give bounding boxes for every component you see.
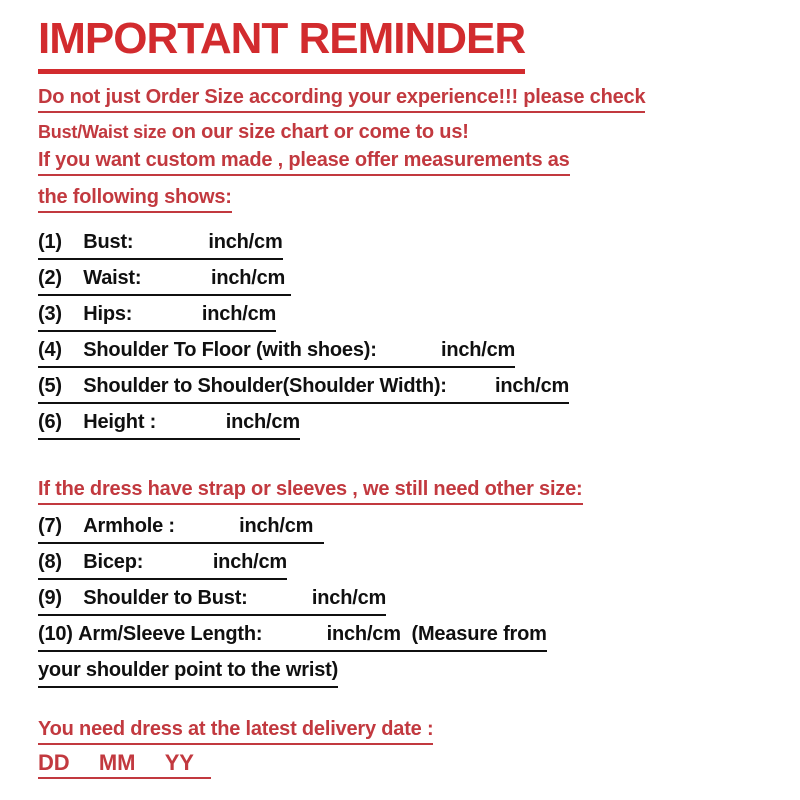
measurement-item-hips [38, 303, 790, 332]
measurement-item-bicep-text: (8) Bicep: inch/cm [38, 551, 287, 580]
measurement-item-sleeve-length-continuation-text: your shoulder point to the wrist) [38, 659, 338, 688]
measurement-item-sleeve-length-continuation [38, 659, 790, 688]
measurement-item-shoulder-to-floor-text: (4) Shoulder To Floor (with shoes): inch/cm [38, 339, 515, 368]
size-chart-line-row [38, 121, 790, 144]
measurement-item-sleeve-length-text: (10) Arm/Sleeve Length: inch/cm (Measure from [38, 623, 547, 652]
date-placeholders-text: DD MM YY [38, 751, 211, 779]
measurement-item-hips-text: (3) Hips: inch/cm [38, 303, 276, 332]
custom-made-line1-text: If you want custom made , please offer measurements as [38, 149, 570, 176]
measurement-item-armhole-text: (7) Armhole : inch/cm [38, 515, 324, 544]
measurement-item-shoulder-width-text: (5) Shoulder to Shoulder(Shoulder Width): inch/cm [38, 375, 569, 404]
page-title: IMPORTANT REMINDER [38, 16, 525, 74]
size-chart-rest-text: on our size chart or come to us! [166, 121, 469, 143]
measurement-item-shoulder-to-floor [38, 339, 790, 368]
measurement-item-shoulder-to-bust [38, 587, 790, 616]
sleeves-note-text: If the dress have strap or sleeves , we still need other size: [38, 478, 583, 505]
measurement-item-waist-text: (2) Waist: inch/cm [38, 267, 291, 296]
measurement-item-bicep [38, 551, 790, 580]
order-size-warning-text: Do not just Order Size according your experience!!! please check [38, 86, 645, 113]
measurement-item-bust-text: (1) Bust: inch/cm [38, 231, 283, 260]
warning-line-row [38, 86, 790, 113]
size-chart-highlight-text: Bust/Waist size [38, 122, 167, 142]
custom-made-line2-row [38, 186, 790, 213]
measurement-item-shoulder-to-bust-text: (9) Shoulder to Bust: inch/cm [38, 587, 386, 616]
page-title-row [38, 16, 790, 74]
custom-made-line1-row [38, 149, 790, 176]
custom-made-line2-text: the following shows: [38, 186, 232, 213]
delivery-note-text: You need dress at the latest delivery date : [38, 718, 433, 745]
sleeves-note-row [38, 478, 790, 505]
measurement-item-height-text: (6) Height : inch/cm [38, 411, 300, 440]
measurement-item-armhole [38, 515, 790, 544]
measurement-item-sleeve-length [38, 623, 790, 652]
measurement-item-height [38, 411, 790, 440]
measurement-item-bust [38, 231, 790, 260]
measurement-item-waist [38, 267, 790, 296]
measurement-item-shoulder-width [38, 375, 790, 404]
delivery-note-row [38, 718, 790, 745]
date-placeholders-row [38, 751, 790, 779]
